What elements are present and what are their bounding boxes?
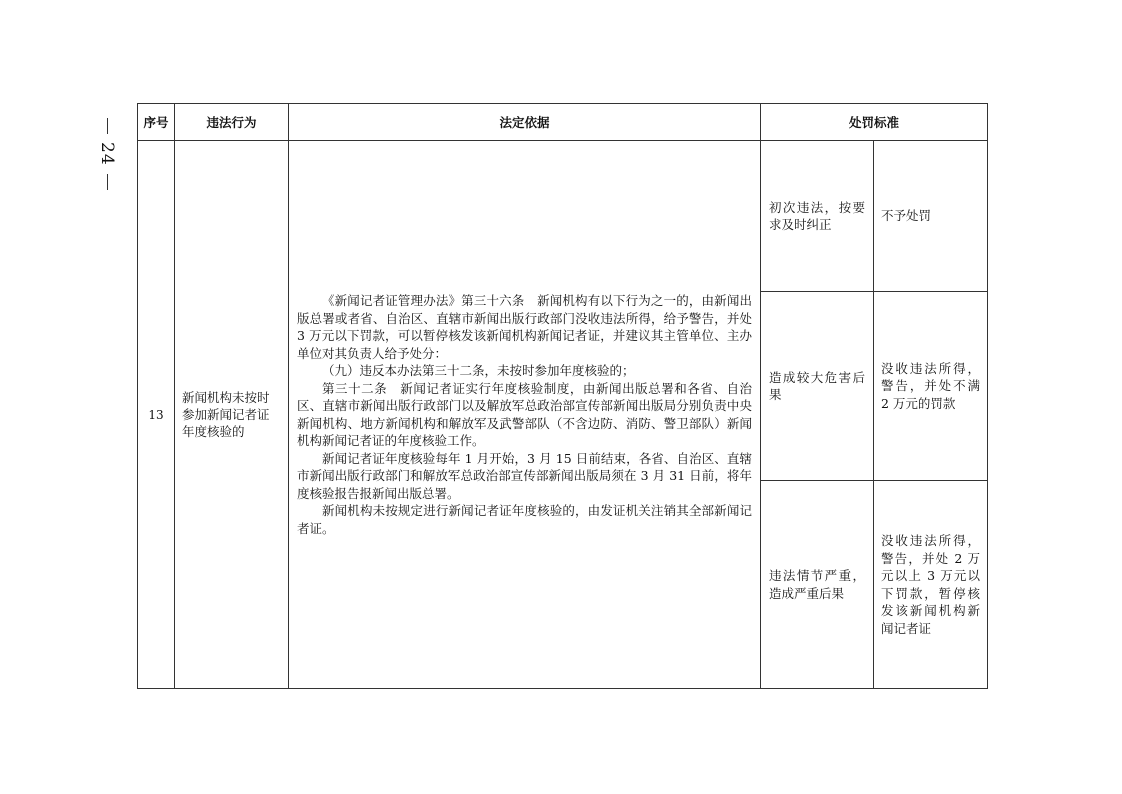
basis-paragraph: （九）违反本办法第三十二条，未按时参加年度核验的； (322, 363, 635, 378)
header-basis: 法定依据 (289, 104, 761, 141)
header-violation: 违法行为 (175, 104, 289, 141)
page-number-text: 24 (97, 142, 117, 166)
penalty-table (137, 103, 988, 689)
basis-paragraph: 新闻记者证年度核验每年 1 月开始，3 月 15 日前结束，各省、自治区、直辖市新闻出版行政部门和解放军总政治部宣传部新闻出版局须在 3 月 31 日前，将年度核验报告报新闻出版总署。 (297, 450, 752, 501)
standard-condition: 造成较大危害后果 (761, 292, 874, 481)
header-seq: 序号 (138, 104, 175, 141)
standard-condition: 初次违法，按要求及时纠正 (761, 141, 874, 292)
table-row (138, 141, 988, 292)
basis-paragraph: 新闻机构未按规定进行新闻记者证年度核验的，由发证机关注销其全部新闻记者证。 (297, 503, 752, 536)
basis-paragraph: 《新闻记者证管理办法》第三十六条 新闻机构有以下行为之一的，由新闻出版总署或者省、自治区、直辖市新闻出版行政部门没收违法所得，给予警告，并处 3 万元以下罚款，可以暂停核发该新闻机构新闻记者证，并建议其主管单位、主办单位对其负责人给予处分： (297, 293, 752, 361)
page-number-dash-bottom (107, 174, 108, 190)
row-seq: 13 (138, 141, 175, 689)
page-number-dash-top (107, 118, 108, 134)
standard-penalty: 没收违法所得，警告，并处 2 万元以上 3 万元以下罚款，暂停核发该新闻机构新闻记者证 (874, 481, 988, 689)
header-standard: 处罚标准 (761, 104, 988, 141)
basis-paragraph: 第三十二条 新闻记者证实行年度核验制度，由新闻出版总署和各省、自治区、直辖市新闻出版行政部门以及解放军总政治部宣传部新闻出版局分别负责中央新闻机构、地方新闻机构和解放军及武警部队（不含边防、消防、警卫部队）新闻机构新闻记者证的年度核验工作。 (297, 380, 752, 448)
row-violation: 新闻机构未按时参加新闻记者证年度核验的 (175, 141, 289, 689)
standard-penalty: 不予处罚 (874, 141, 988, 292)
header-row (138, 104, 988, 141)
row-basis (289, 141, 761, 689)
standard-condition: 违法情节严重，造成严重后果 (761, 481, 874, 689)
page-number (92, 118, 122, 218)
standard-penalty: 没收违法所得，警告，并处不满 2 万元的罚款 (874, 292, 988, 481)
